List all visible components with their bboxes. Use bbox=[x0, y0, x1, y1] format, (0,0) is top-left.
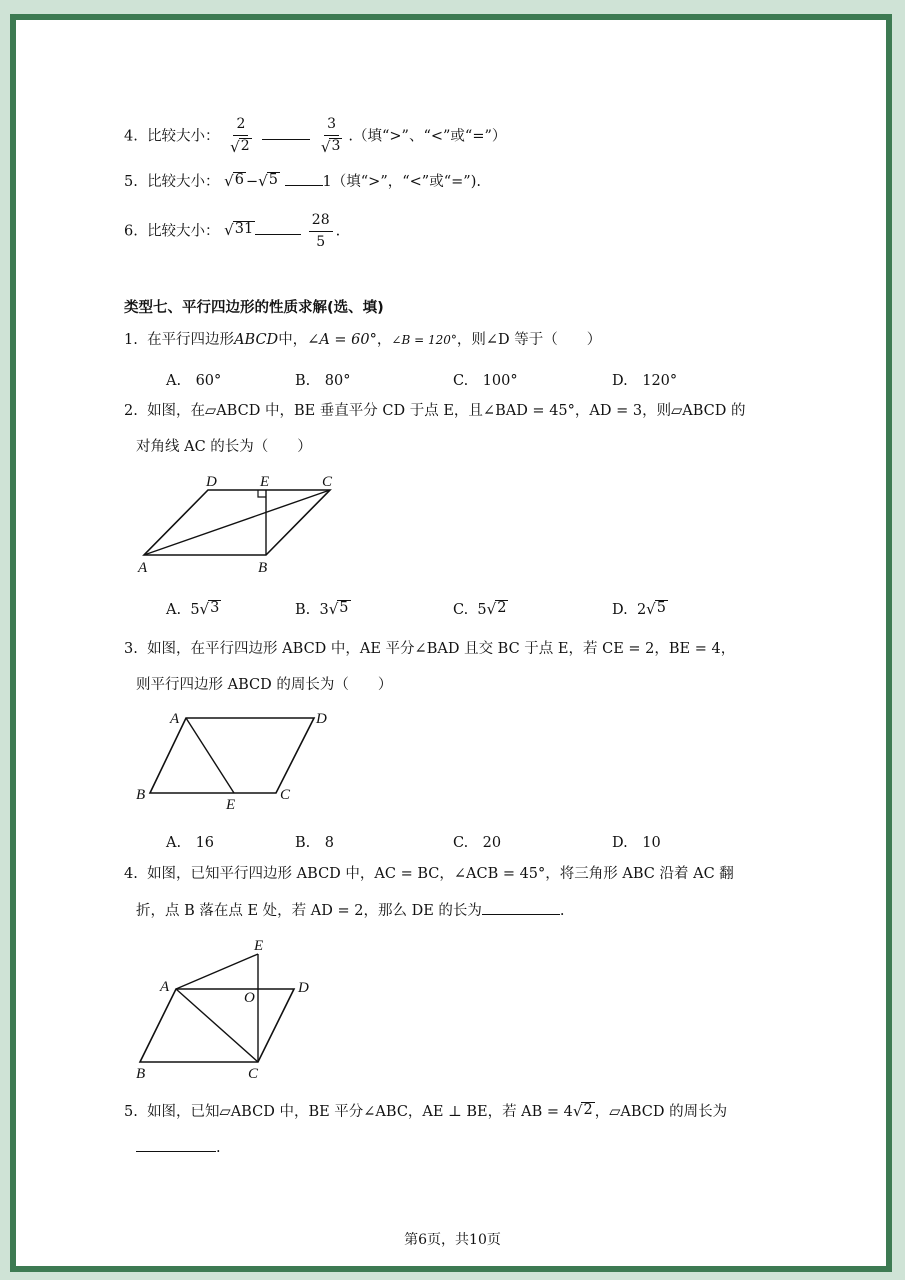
p2-option-d[interactable]: D. 2 √ 5 bbox=[612, 600, 666, 618]
problem-3-line-2: 则平行四边形 ABCD 的周长为（ ） bbox=[136, 677, 393, 693]
problem-5-line-1: 5. 如图，已知▱ABCD 中，BE 平分∠ABC，AE ⊥ BE，若 AB = 4 √ 2 ，▱ABCD 的周长为 bbox=[124, 1102, 728, 1120]
p2-option-c[interactable]: C. 5 √ 2 bbox=[453, 600, 507, 618]
problem-5-line-2: . bbox=[136, 1140, 221, 1157]
figure-problem-4 bbox=[130, 934, 330, 1088]
label-c: C bbox=[248, 1066, 259, 1082]
problem-3-line-1: 3. 如图，在平行四边形 ABCD 中，AE 平分∠BAD 且交 BC 于点 E，若 CE = 2，BE = 4， bbox=[124, 641, 736, 657]
label-b: B bbox=[136, 1066, 146, 1082]
label-d: D bbox=[298, 980, 309, 996]
compare-question-4: 4. 比较大小： 2 √ 2 3 √ 3 .（填“>”、“<”或“=”） bbox=[124, 116, 507, 156]
p2-option-a[interactable]: A. 5 √ 3 bbox=[166, 600, 220, 618]
section-heading: 类型七、平行四边形的性质求解(选、填) bbox=[124, 300, 384, 316]
label-c: C bbox=[322, 474, 333, 490]
problem-4-line-2: 折，点 B 落在点 E 处，若 AD = 2，那么 DE 的长为 . bbox=[136, 903, 565, 919]
p1-option-d[interactable]: D. 120° bbox=[612, 373, 678, 389]
p3-option-a[interactable]: A. 16 bbox=[166, 835, 215, 851]
problem-2-line-1: 2. 如图，在▱ABCD 中，BE 垂直平分 CD 于点 E，且∠BAD = 45°，AD = 3，则▱ABCD 的 bbox=[124, 403, 746, 419]
problem-4-line-1: 4. 如图，已知平行四边形 ABCD 中，AC = BC，∠ACB = 45°，将三角形 ABC 沿着 AC 翻 bbox=[124, 866, 734, 882]
p2-option-b[interactable]: B. 3 √ 5 bbox=[295, 600, 349, 618]
p1-option-b[interactable]: B. 80° bbox=[295, 373, 351, 389]
label-e: E bbox=[226, 797, 236, 813]
p3-option-c[interactable]: C. 20 bbox=[453, 835, 502, 851]
answer-blank[interactable] bbox=[262, 139, 310, 140]
answer-blank[interactable] bbox=[136, 1151, 216, 1152]
answer-blank[interactable] bbox=[255, 234, 301, 235]
answer-blank[interactable] bbox=[285, 185, 323, 186]
problem-1: 1. 在平行四边形ABCD中，∠A = 60°，∠B = 120°，则∠D 等于（ ） bbox=[124, 332, 602, 348]
compare-question-5: 5. 比较大小： √ 6 − √ 5 1（填“>”，“<”或“=”). bbox=[124, 172, 481, 190]
label-o: O bbox=[244, 990, 255, 1006]
figure-problem-2 bbox=[130, 468, 350, 582]
label-b: B bbox=[258, 560, 268, 576]
label-d: D bbox=[316, 711, 327, 727]
label-e: E bbox=[254, 938, 264, 954]
label-c: C bbox=[280, 787, 291, 803]
label-b: B bbox=[136, 787, 146, 803]
p1-option-a[interactable]: A. 60° bbox=[166, 373, 222, 389]
label-a: A bbox=[160, 979, 170, 995]
compare-question-6: 6. 比较大小： √ 31 $\frac{28}{5}$ . bbox=[124, 212, 341, 250]
p3-option-d[interactable]: D. 10 bbox=[612, 835, 661, 851]
label-a: A bbox=[138, 560, 148, 576]
p3-option-b[interactable]: B. 8 bbox=[295, 835, 334, 851]
answer-blank[interactable] bbox=[482, 914, 560, 915]
label-a: A bbox=[170, 711, 180, 727]
p1-option-c[interactable]: C. 100° bbox=[453, 373, 518, 389]
label-d: D bbox=[206, 474, 217, 490]
label-e: E bbox=[260, 474, 270, 490]
page-footer: 第6页，共10页 bbox=[404, 1232, 501, 1248]
problem-2-line-2: 对角线 AC 的长为（ ） bbox=[136, 439, 312, 455]
figure-problem-3 bbox=[130, 706, 350, 820]
